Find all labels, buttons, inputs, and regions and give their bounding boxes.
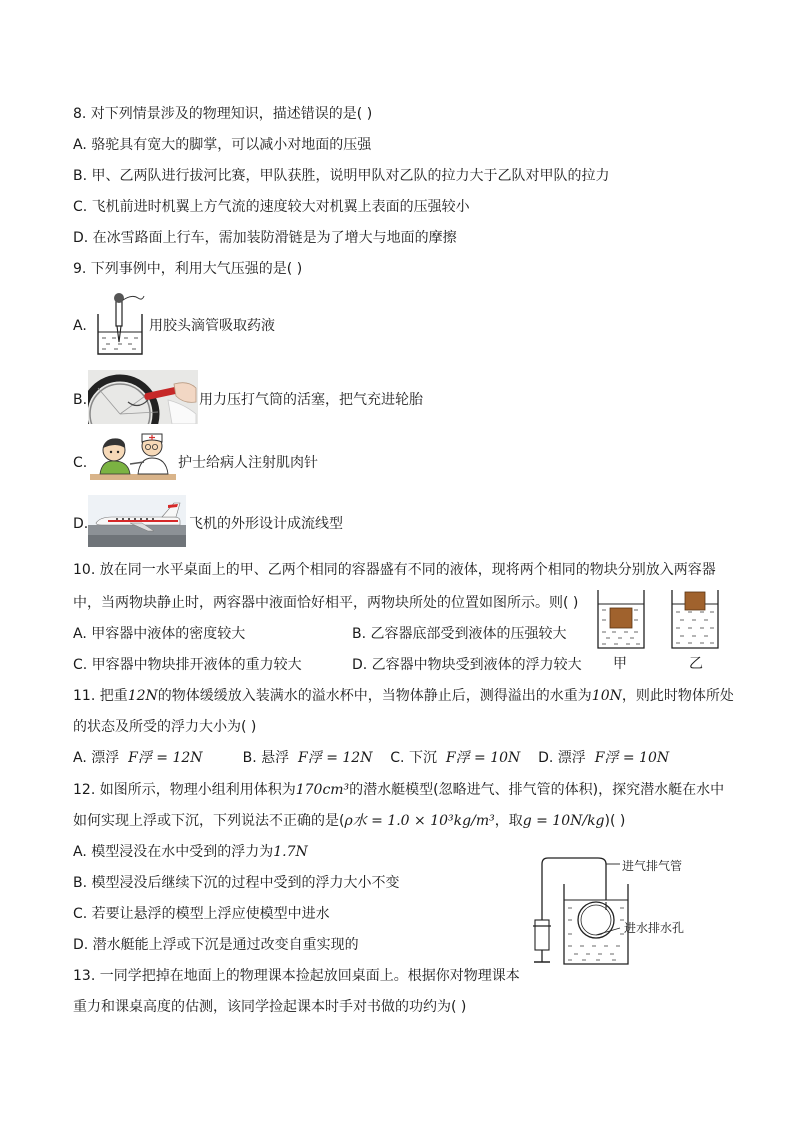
- two-containers-diagram: [594, 588, 722, 654]
- q11-stem-line1: [73, 686, 734, 706]
- q9-option-a-letter: A.: [73, 318, 87, 334]
- q8-option-b: B. 甲、乙两队进行拔河比赛，甲队获胜，说明甲队对乙队的拉力大于乙队对甲队的拉力: [73, 168, 610, 184]
- q12-stem-part-d: ，取: [494, 813, 523, 829]
- q9-option-a-text: 用胶头滴管吸取药液: [149, 318, 275, 334]
- q12-option-d: D. 潜水艇能上浮或下沉是通过改变自重实现的: [73, 937, 359, 953]
- q11-weight-value: 12N: [127, 688, 158, 704]
- q11-option-d-formula: F浮 = 10N: [594, 750, 670, 766]
- q11-option-b-formula: F浮 = 12N: [298, 750, 373, 766]
- q12-stem-part-e: )( ): [604, 813, 626, 829]
- q10-option-b: B. 乙容器底部受到液体的压强较大: [352, 626, 567, 642]
- q10-label-jia: 甲: [613, 656, 627, 672]
- q12-stem-line2: [73, 811, 625, 831]
- q10-option-c: C. 甲容器中物块排开液体的重力较大: [73, 657, 302, 673]
- container-yi: [672, 590, 718, 648]
- q11-option-c-formula: F浮 = 10N: [445, 750, 521, 766]
- q12-option-b: B. 模型浸没后继续下沉的过程中受到的浮力大小不变: [73, 875, 400, 891]
- q11-option-b-label: B. 悬浮: [242, 750, 290, 766]
- q12-stem-part-b: 的潜水艇模型(忽略进气、排气管的体积)，探究潜水艇在水中: [349, 782, 725, 798]
- q10-option-a: A. 甲容器中液体的密度较大: [73, 626, 246, 642]
- q11-stem-line2: 的状态及所受的浮力大小为( ): [73, 719, 257, 735]
- container-jia: [598, 590, 644, 648]
- q10-stem-line1: 10. 放在同一水平桌面上的甲、乙两个相同的容器盛有不同的液体，现将两个相同的物块分别放入两容器: [73, 562, 716, 578]
- nurse-injection-illustration: [90, 430, 176, 484]
- submarine-model-diagram: [520, 850, 630, 970]
- q12-volume-value: 170cm³: [295, 782, 350, 798]
- q12-option-a: [73, 842, 308, 862]
- q12-stem-part-c: 如何实现上浮或下沉，下列说法不正确的是(: [73, 813, 345, 829]
- q9-stem: 9. 下列事例中，利用大气压强的是( ): [73, 261, 303, 277]
- q8-option-d: D. 在冰雪路面上行车，需加装防滑链是为了增大与地面的摩擦: [73, 230, 457, 246]
- q9-option-d-letter: D.: [73, 516, 89, 532]
- q11-option-a-formula: F浮 = 12N: [128, 750, 203, 766]
- q12-stem-part-a: 12. 如图所示，物理小组利用体积为: [73, 782, 296, 798]
- q11-option-a-label: A. 漂浮: [73, 750, 120, 766]
- q12-stem-line1: [73, 780, 724, 800]
- q11-stem-part-a: 11. 把重: [73, 688, 128, 704]
- q8-option-c: C. 飞机前进时机翼上方气流的速度较大对机翼上表面的压强较小: [73, 199, 470, 215]
- dropper-beaker-illustration: [94, 292, 146, 358]
- q8-stem: 8. 对下列情景涉及的物理知识，描述错误的是( ): [73, 106, 373, 122]
- q12-option-c: C. 若要让悬浮的模型上浮应使模型中进水: [73, 906, 330, 922]
- q11-overflow-value: 10N: [591, 688, 622, 704]
- q12-fig-label-hole: 进水排水孔: [624, 921, 685, 935]
- q11-stem-part-b: 的物体缓缓放入装满水的溢水杯中，当物体静止后，测得溢出的水重为: [157, 688, 592, 704]
- airplane-photo: [88, 495, 186, 547]
- bicycle-pump-photo: [88, 370, 198, 424]
- q12-option-a-text: A. 模型浸没在水中受到的浮力为: [73, 844, 274, 860]
- q12-option-a-value: 1.7N: [273, 844, 308, 860]
- q9-option-b-letter: B.: [73, 392, 88, 408]
- q12-fig-label-tube: 进气排气管: [622, 859, 683, 873]
- q12-gravity-formula: g = 10N/kg: [522, 813, 605, 829]
- q11-stem-part-c: ，则此时物体所处: [621, 688, 734, 704]
- q8-option-a: A. 骆驼具有宽大的脚掌，可以减小对地面的压强: [73, 137, 372, 153]
- q11-options: [73, 748, 669, 768]
- q9-option-c-text: 护士给病人注射肌肉针: [178, 455, 318, 471]
- q13-stem-line1: 13. 一同学把掉在地面上的物理课本捡起放回桌面上。根据你对物理课本: [73, 968, 520, 984]
- q11-option-d-label: D. 漂浮: [538, 750, 586, 766]
- q10-label-yi: 乙: [689, 656, 703, 672]
- q9-option-d-text: 飞机的外形设计成流线型: [189, 516, 343, 532]
- q9-option-c-letter: C.: [73, 455, 88, 471]
- q11-option-c-label: C. 下沉: [390, 750, 437, 766]
- q10-option-d: D. 乙容器中物块受到液体的浮力较大: [352, 657, 582, 673]
- q10-stem-line2: 中，当两物块静止时，两容器中液面恰好相平，两物块所处的位置如图所示。则( ): [73, 595, 579, 611]
- q9-option-b-text: 用力压打气筒的活塞，把气充进轮胎: [199, 392, 423, 408]
- q12-density-formula: ρ水 = 1.0 × 10³kg/m³: [344, 813, 495, 829]
- q13-stem-line2: 重力和课桌高度的估测，该同学捡起课本时手对书做的功约为( ): [73, 999, 467, 1015]
